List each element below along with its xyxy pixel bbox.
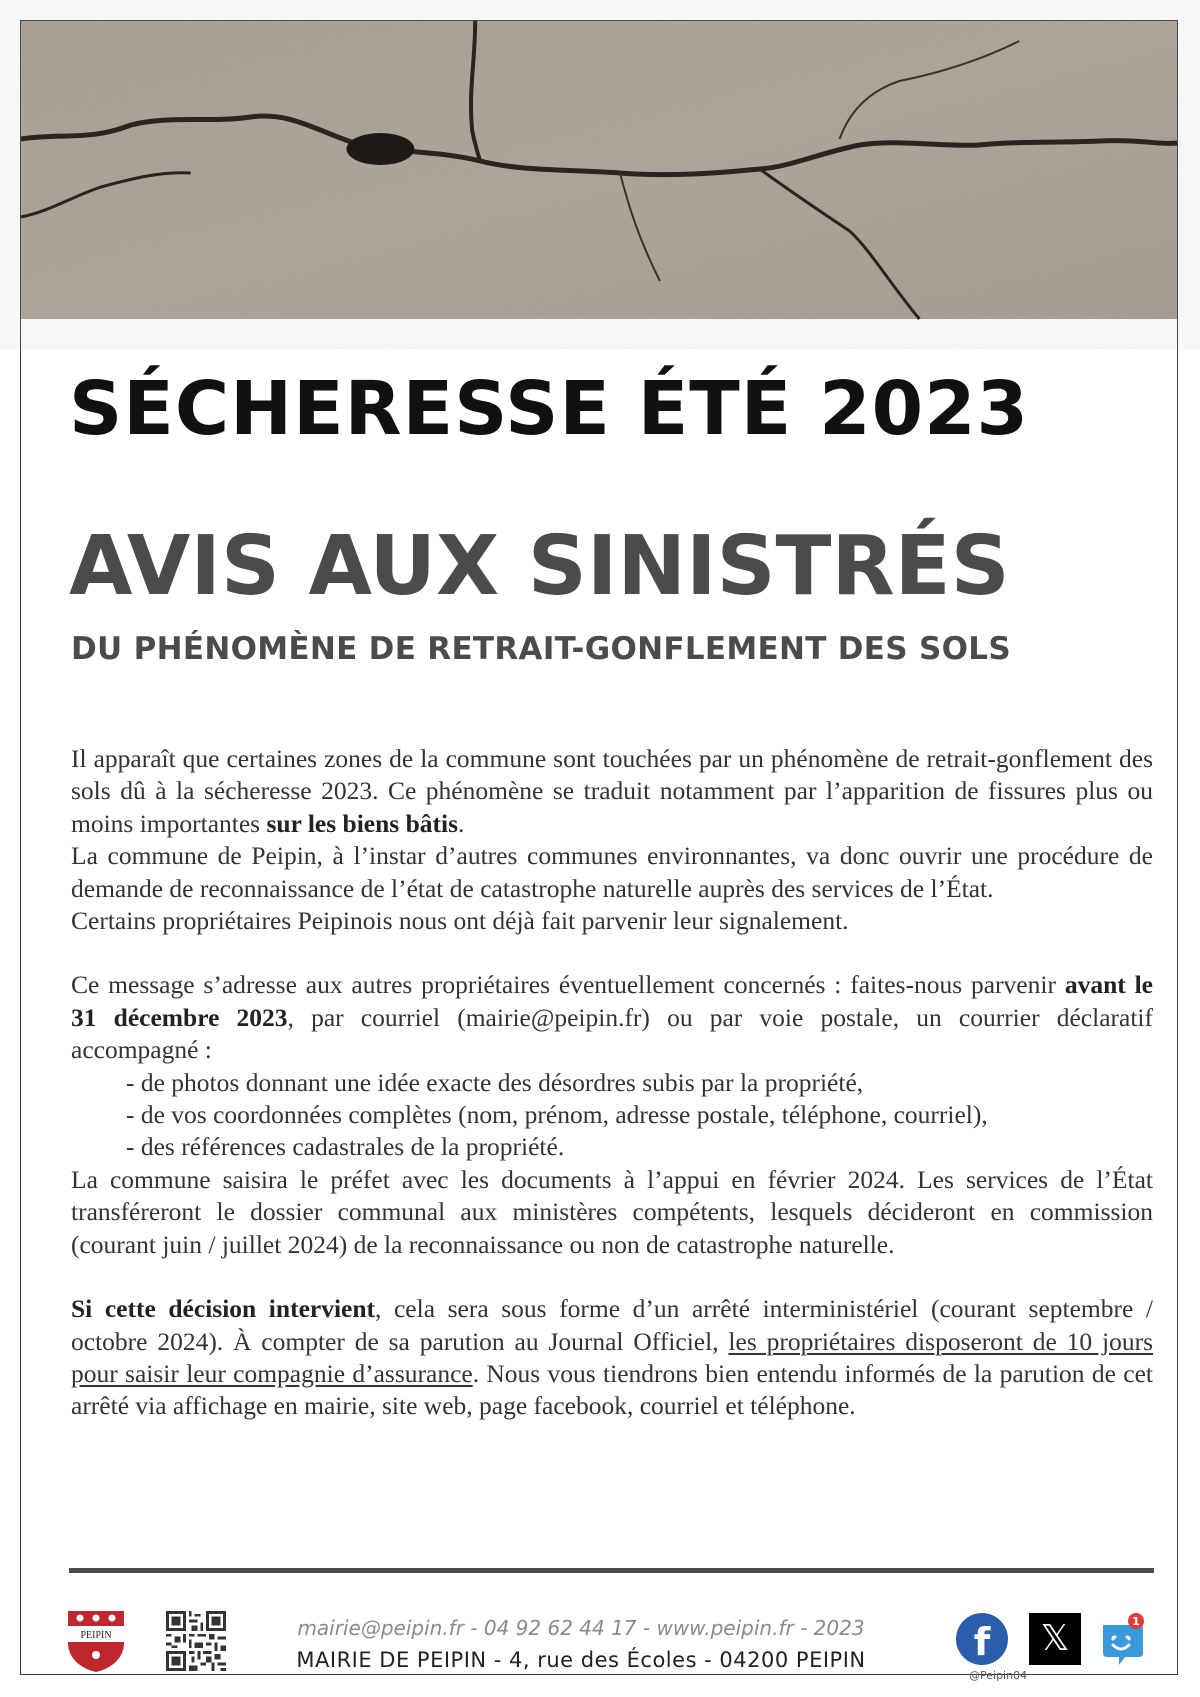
cracked-soil-svg bbox=[21, 21, 1177, 319]
contact-line: mairie@peipin.fr - 04 92 62 44 17 - www.peipin.fr - 2023 bbox=[297, 1616, 865, 1640]
poster bbox=[20, 20, 1178, 1682]
paragraph-message bbox=[71, 969, 1153, 1066]
paragraph-procedure: La commune de Peipin, à l’instar d’autres communes environnantes, va donc ouvrir une procédure de demande de reconnaissance de l’état de catastrophe naturelle auprès des services de l’État. bbox=[71, 841, 1153, 903]
subheadline: DU PHÉNOMÈNE DE RETRAIT-GONFLEMENT DES SOLS bbox=[71, 631, 1011, 667]
notice-body bbox=[71, 743, 1153, 1423]
peipin-crest-icon bbox=[66, 1609, 126, 1673]
deadline-text: avant le 31 décembre 2023 bbox=[71, 970, 1153, 1032]
paragraph-prefet: La commune saisira le préfet avec les documents à l’appui en février 2024. Les services de l’État transféreront le dossier communal aux ministères compétents, lesquels décideront en commission (courant juin / juillet 2024) de la reconnaissance ou non de catastrophe naturelle. bbox=[71, 1164, 1153, 1259]
cracked-soil-image bbox=[21, 21, 1177, 319]
footer bbox=[21, 1606, 1177, 1682]
paragraph-text: , par courriel (mairie@peipin.fr) ou par voie postale, un courrier déclaratif accompagné : bbox=[71, 1002, 1153, 1065]
paragraph-text: Ce message s’adresse aux autres propriétaires éventuellement concernés : faites-nous parvenir bbox=[71, 970, 1065, 1000]
underlined-text: les propriétaires disposeront de 10 jours pour saisir leur compagnie d’assurance bbox=[71, 1326, 1154, 1388]
facebook-icon[interactable]: f bbox=[956, 1613, 1008, 1665]
crest-label: PEIPIN bbox=[80, 1630, 112, 1641]
page-title: SÉCHERESSE ÉTÉ 2023 bbox=[69, 366, 1030, 452]
documents-list bbox=[71, 1067, 1153, 1164]
notification-app-icon[interactable] bbox=[1099, 1613, 1145, 1669]
paragraph-text: , cela sera sous forme d’un arrêté interministériel (courant septembre / octobre 2024). À compter de sa parution au Journal Officiel, bbox=[71, 1294, 1153, 1356]
paragraph-signalements: Certains propriétaires Peipinois nous ont déjà fait parvenir leur signalement. bbox=[71, 906, 849, 936]
divider bbox=[69, 1568, 1154, 1573]
emphasis-text: sur les biens bâtis bbox=[266, 808, 459, 838]
qr-code-icon[interactable] bbox=[166, 1611, 226, 1671]
paragraph-text: . Nous vous tiendrons bien entendu informés de la parution de cet arrêté via affichage en mairie, site web, page facebook, courriel et téléphone. bbox=[71, 1358, 1153, 1421]
paragraph-text: . bbox=[458, 808, 465, 838]
list-item: - de vos coordonnées complètes (nom, prénom, adresse postale, téléphone, courriel), bbox=[126, 1100, 988, 1130]
notification-badge: 1 bbox=[1132, 1615, 1140, 1628]
paragraph-decision bbox=[71, 1293, 1153, 1423]
list-item: - de photos donnant une idée exacte des désordres subis par la propriété, bbox=[126, 1067, 864, 1097]
paragraph-text: Il apparaît que certaines zones de la commune sont touchées par un phénomène de retrait-gonflement des sols dû à la sécheresse 2023. Ce phénomène se traduit notamment par l’apparition de fissures plus ou moins importantes bbox=[71, 744, 1153, 838]
x-icon[interactable]: 𝕏 bbox=[1029, 1613, 1081, 1665]
emphasis-text: Si cette décision intervient bbox=[71, 1294, 376, 1324]
headline: AVIS AUX SINISTRÉS bbox=[69, 519, 1010, 614]
address-line: MAIRIE DE PEIPIN - 4, rue des Écoles - 04200 PEIPIN bbox=[296, 1648, 866, 1672]
list-item: - des références cadastrales de la propriété. bbox=[126, 1132, 565, 1162]
paragraph-intro bbox=[71, 743, 1153, 840]
social-handle: @Peipin04 bbox=[969, 1669, 1028, 1682]
